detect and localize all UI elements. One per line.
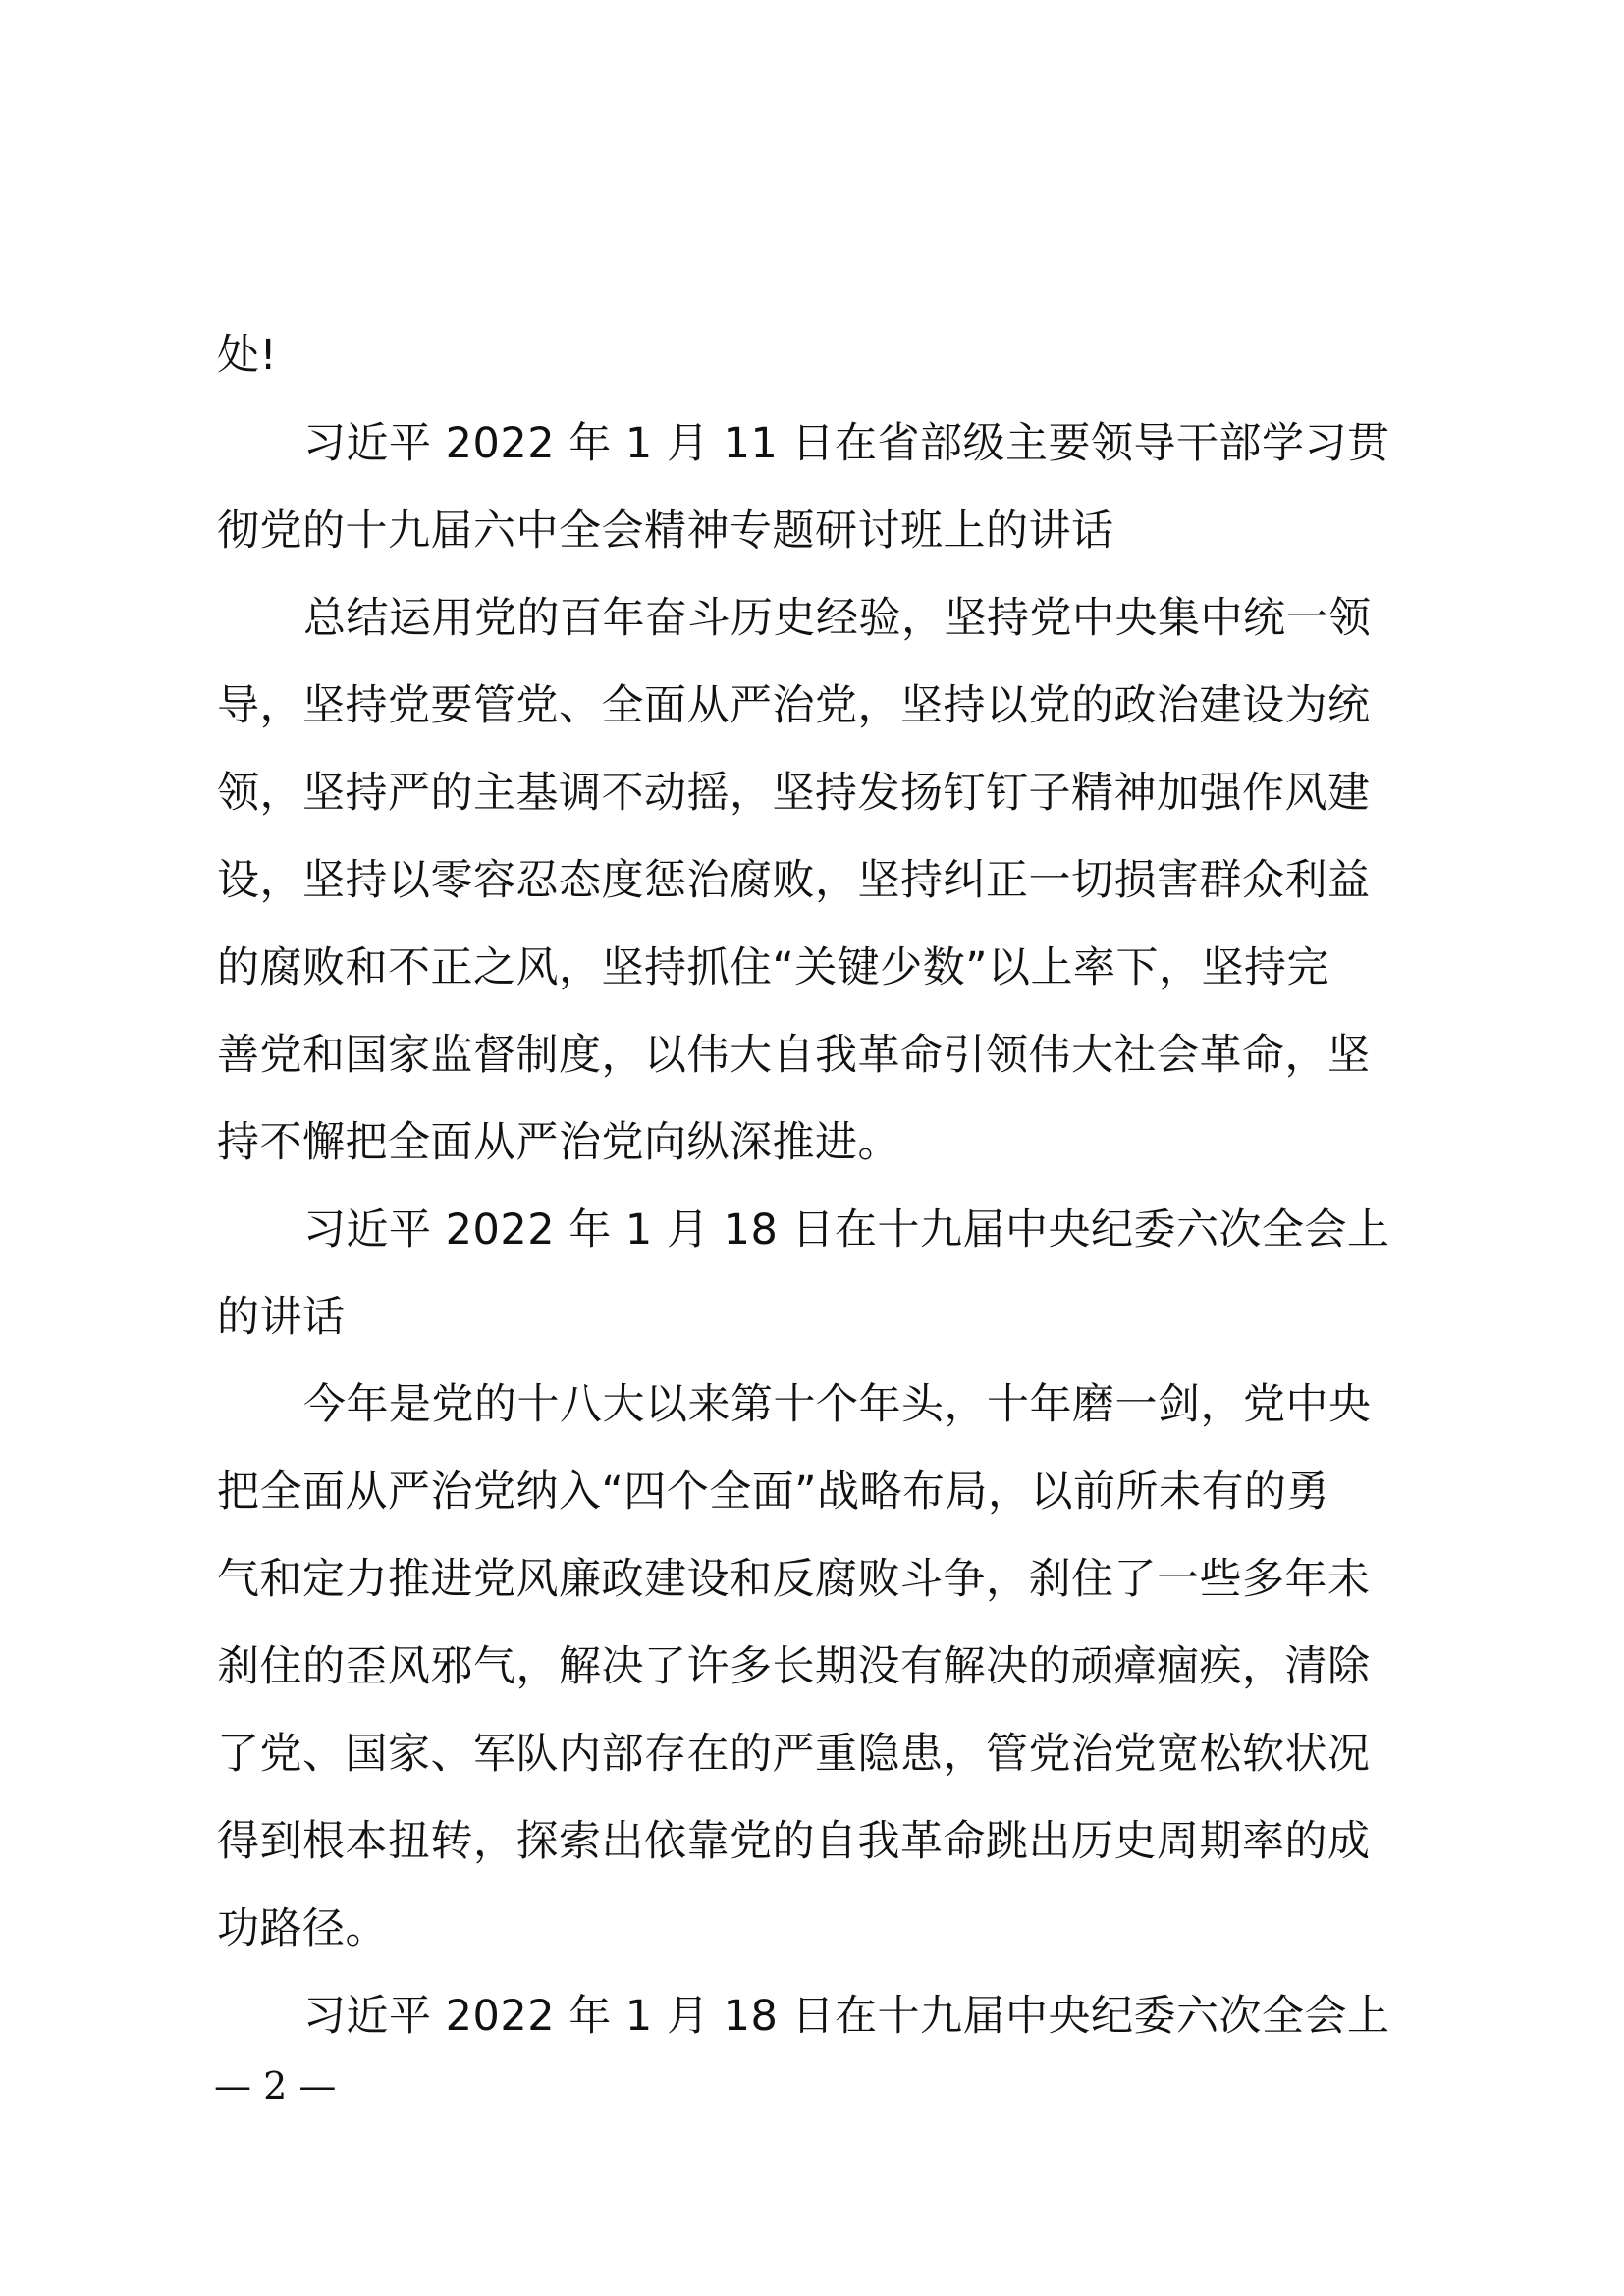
text-line: 气和定力推进党风廉政建设和反腐败斗争，刹住了一些多年未 <box>217 1555 1371 1604</box>
text-line: 把全面从严治党纳入“四个全面”战略布局，以前所未有的勇 <box>217 1468 1330 1517</box>
text-line: 的腐败和不正之风，坚持抓住“关键少数”以上率下，坚持完 <box>217 943 1330 992</box>
text-line: 今年是党的十八大以来第十个年头，十年磨一剑，党中央 <box>303 1380 1372 1429</box>
text-line: 导，坚持党要管党、全面从严治党，坚持以党的政治建设为统 <box>217 681 1371 730</box>
text-line: 处! <box>217 331 278 380</box>
text-line: 功路径。 <box>217 1904 388 1953</box>
text-line: 总结运用党的百年奋斗历史经验，坚持党中央集中统一领 <box>303 594 1372 643</box>
text-line: 领，坚持严的主基调不动摇，坚持发扬钉钉子精神加强作风建 <box>217 769 1371 818</box>
text-line: 刹住的歪风邪气，解决了许多长期没有解决的顽瘴痼疾，清除 <box>217 1642 1371 1691</box>
text-line: 习近平 2022 年 1 月 11 日在省部级主要领导干部学习贯 <box>303 419 1390 468</box>
page-number: — 2 — <box>214 2064 337 2108</box>
text-line: 习近平 2022 年 1 月 18 日在十九届中央纪委六次全会上 <box>303 1992 1390 2041</box>
text-line: 的讲话 <box>217 1293 346 1342</box>
text-line: 彻党的十九届六中全会精神专题研讨班上的讲话 <box>217 507 1114 556</box>
text-line: 持不懈把全面从严治党向纵深推进。 <box>217 1118 900 1167</box>
text-line: 了党、国家、军队内部存在的严重隐患，管党治党宽松软状况 <box>217 1730 1371 1779</box>
text-line: 习近平 2022 年 1 月 18 日在十九届中央纪委六次全会上 <box>303 1205 1390 1255</box>
text-line: 得到根本扭转，探索出依靠党的自我革命跳出历史周期率的成 <box>217 1817 1371 1866</box>
text-line: 设，坚持以零容忍态度惩治腐败，坚持纠正一切损害群众利益 <box>217 856 1371 905</box>
text-line: 善党和国家监督制度，以伟大自我革命引领伟大社会革命，坚 <box>217 1031 1371 1080</box>
